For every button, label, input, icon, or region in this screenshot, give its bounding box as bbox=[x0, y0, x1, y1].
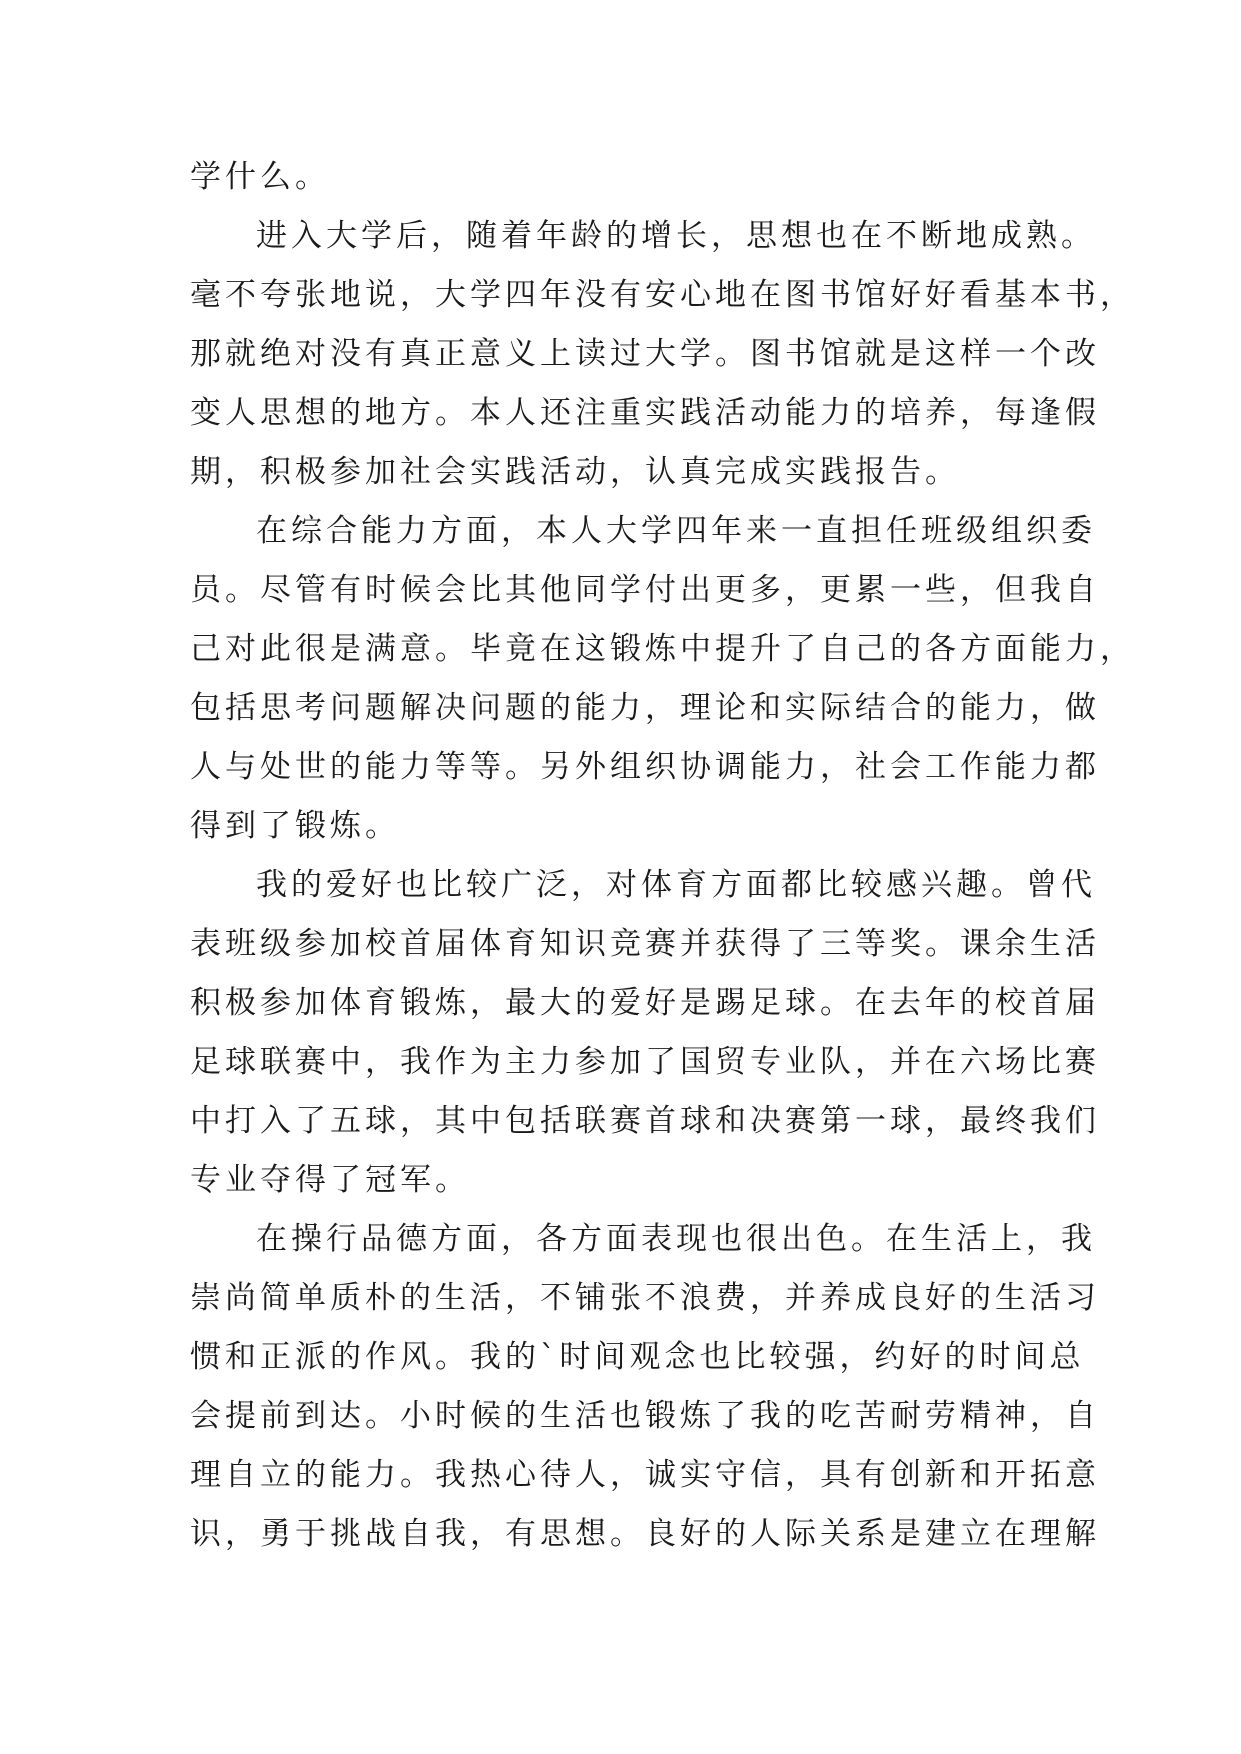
text-line: 毫不夸张地说，大学四年没有安心地在图书馆好好看基本书， bbox=[190, 277, 1135, 313]
text-line: 理自立的能力。我热心待人，诚实守信，具有创新和开拓意 bbox=[190, 1457, 1100, 1493]
text-line: 人与处世的能力等等。另外组织协调能力，社会工作能力都 bbox=[190, 749, 1100, 785]
text-line: 积极参加体育锻炼，最大的爱好是踢足球。在去年的校首届 bbox=[190, 985, 1100, 1021]
text-line: 在操行品德方面，各方面表现也很出色。在生活上，我 bbox=[256, 1221, 1096, 1257]
document-body bbox=[190, 148, 1135, 1564]
text-line: 在综合能力方面，本人大学四年来一直担任班级组织委 bbox=[256, 513, 1096, 549]
text-line: 变人思想的地方。本人还注重实践活动能力的培养，每逢假 bbox=[190, 395, 1100, 431]
text-line: 专业夺得了冠军。 bbox=[190, 1162, 470, 1198]
text-line: 会提前到达。小时候的生活也锻炼了我的吃苦耐劳精神，自 bbox=[190, 1398, 1100, 1434]
text-line: 包括思考问题解决问题的能力，理论和实际结合的能力，做 bbox=[190, 690, 1100, 726]
text-line: 学什么。 bbox=[190, 159, 330, 195]
text-line: 那就绝对没有真正意义上读过大学。图书馆就是这样一个改 bbox=[190, 336, 1100, 372]
text-line: 员。尽管有时候会比其他同学付出更多，更累一些，但我自 bbox=[190, 572, 1100, 608]
text-line: 识，勇于挑战自我，有思想。良好的人际关系是建立在理解 bbox=[190, 1516, 1100, 1552]
text-line: 进入大学后，随着年龄的增长，思想也在不断地成熟。 bbox=[256, 218, 1096, 254]
text-line: 得到了锻炼。 bbox=[190, 808, 400, 844]
text-line: 中打入了五球，其中包括联赛首球和决赛第一球，最终我们 bbox=[190, 1103, 1100, 1139]
text-line: 己对此很是满意。毕竟在这锻炼中提升了自己的各方面能力， bbox=[190, 631, 1135, 667]
text-line: 足球联赛中，我作为主力参加了国贸专业队，并在六场比赛 bbox=[190, 1044, 1100, 1080]
text-line: 表班级参加校首届体育知识竞赛并获得了三等奖。课余生活 bbox=[190, 926, 1100, 962]
text-line: 期，积极参加社会实践活动，认真完成实践报告。 bbox=[190, 454, 960, 490]
text-line: 崇尚简单质朴的生活，不铺张不浪费，并养成良好的生活习 bbox=[190, 1280, 1100, 1316]
text-line: 惯和正派的作风。我的`时间观念也比较强，约好的时间总 bbox=[190, 1339, 1085, 1375]
text-line: 我的爱好也比较广泛，对体育方面都比较感兴趣。曾代 bbox=[256, 867, 1096, 903]
